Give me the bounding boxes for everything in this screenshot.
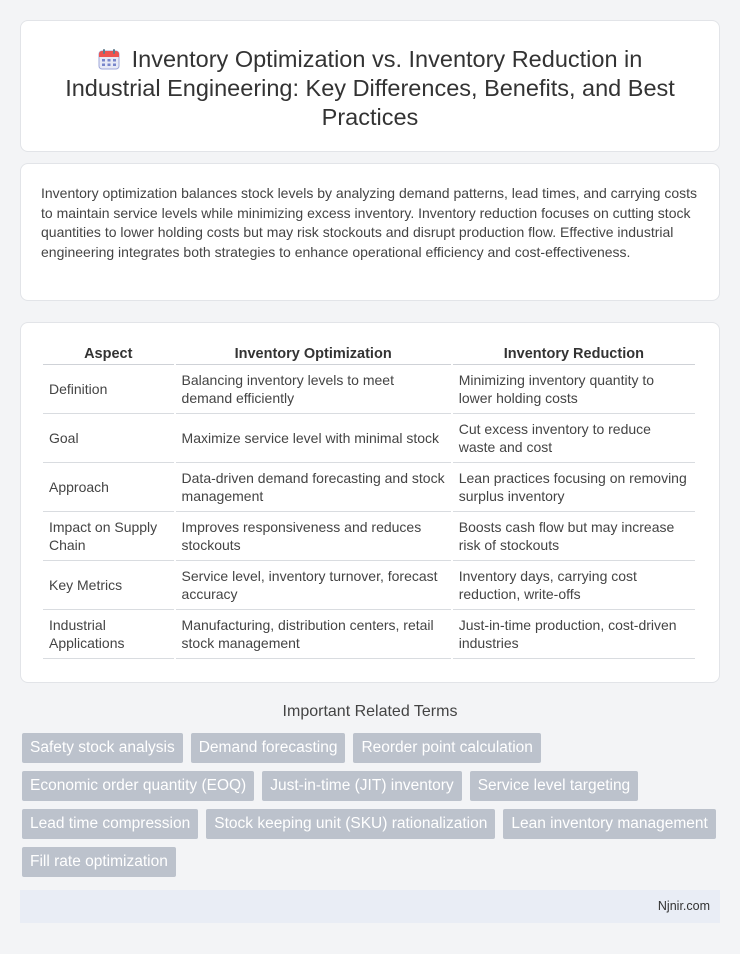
row-aspect: Key Metrics	[43, 561, 174, 610]
row-reduction: Lean practices focusing on removing surplus inventory	[453, 463, 695, 512]
table-row	[43, 365, 695, 414]
table-row	[43, 561, 695, 610]
term-tag-demand-forecasting[interactable]: Demand forecasting	[191, 733, 346, 763]
row-reduction: Cut excess inventory to reduce waste and cost	[453, 414, 695, 463]
term-tag-service-level-targeting[interactable]: Service level targeting	[470, 771, 639, 801]
row-reduction: Boosts cash flow but may increase risk of stockouts	[453, 512, 695, 561]
term-tag-economic-order-quantity[interactable]: Economic order quantity (EOQ)	[22, 771, 254, 801]
row-reduction: Just-in-time production, cost-driven industries	[453, 610, 695, 659]
row-aspect: Definition	[43, 365, 174, 414]
related-terms-title: Important Related Terms	[282, 703, 458, 720]
row-aspect: Impact on Supply Chain	[43, 512, 174, 561]
header-aspect: Aspect	[43, 345, 174, 365]
table-row	[43, 610, 695, 659]
footer-site-link[interactable]: Njnir.com	[657, 899, 710, 913]
row-optimization: Improves responsiveness and reduces stockouts	[176, 512, 451, 561]
calendar-icon	[98, 48, 120, 70]
header-inventory-reduction: Inventory Reduction	[453, 345, 695, 365]
term-tag-lean-inventory-management[interactable]: Lean inventory management	[503, 809, 715, 839]
comparison-table	[41, 345, 697, 659]
table-header-row	[43, 345, 695, 365]
term-tag-reorder-point-calculation[interactable]: Reorder point calculation	[353, 733, 540, 763]
term-tag-lead-time-compression[interactable]: Lead time compression	[22, 809, 198, 839]
summary-card	[20, 163, 720, 301]
row-aspect: Approach	[43, 463, 174, 512]
related-terms-list	[22, 733, 722, 877]
table-row	[43, 463, 695, 512]
term-tag-just-in-time-inventory[interactable]: Just-in-time (JIT) inventory	[262, 771, 461, 801]
row-reduction: Inventory days, carrying cost reduction, write-offs	[453, 561, 695, 610]
title-card	[20, 20, 720, 152]
row-optimization: Data-driven demand forecasting and stock management	[176, 463, 451, 512]
comparison-table-card	[20, 322, 720, 683]
table-row	[43, 512, 695, 561]
row-optimization: Manufacturing, distribution centers, retail stock management	[176, 610, 451, 659]
row-aspect: Goal	[43, 414, 174, 463]
row-optimization: Service level, inventory turnover, forecast accuracy	[176, 561, 451, 610]
page-title-text: Inventory Optimization vs. Inventory Reduction in Industrial Engineering: Key Differences, Benefits, and Best Practices	[65, 46, 675, 130]
footer	[20, 890, 720, 923]
row-optimization: Balancing inventory levels to meet demand efficiently	[176, 365, 451, 414]
row-optimization: Maximize service level with minimal stock	[176, 414, 451, 463]
header-inventory-optimization: Inventory Optimization	[176, 345, 451, 365]
row-aspect: Industrial Applications	[43, 610, 174, 659]
table-row	[43, 414, 695, 463]
row-reduction: Minimizing inventory quantity to lower holding costs	[453, 365, 695, 414]
summary-text: Inventory optimization balances stock levels by analyzing demand patterns, lead times, and carrying costs to maintain service levels while minimizing excess inventory. Inventory reduction focuses on cutting stock quantities to lower holding costs but may risk stockouts and disrupt production flow. Effective industrial engineering integrates both strategies to enhance operational efficiency and cost-effectiveness.	[41, 185, 698, 260]
term-tag-sku-rationalization[interactable]: Stock keeping unit (SKU) rationalization	[206, 809, 495, 839]
term-tag-safety-stock-analysis[interactable]: Safety stock analysis	[22, 733, 183, 763]
term-tag-fill-rate-optimization[interactable]: Fill rate optimization	[22, 847, 176, 877]
page-title	[51, 45, 689, 132]
